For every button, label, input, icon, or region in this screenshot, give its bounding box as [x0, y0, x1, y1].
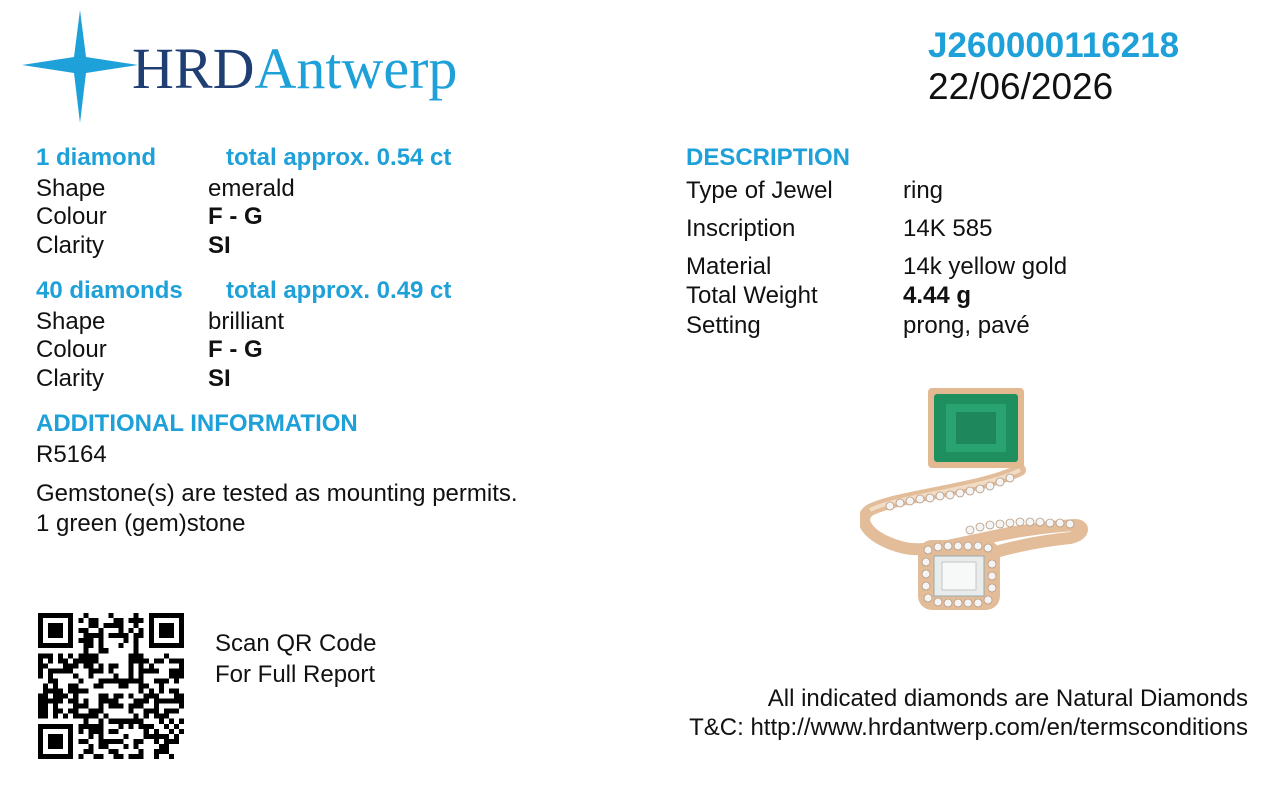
description-type-value: ring	[903, 177, 944, 204]
qr-code	[38, 613, 184, 759]
group-1-total: total approx. 0.54 ct	[226, 144, 452, 171]
group-1-colour-label: Colour	[36, 203, 107, 230]
description-weight-label: Total Weight	[686, 282, 818, 309]
logo-hrd: HRD	[132, 36, 255, 101]
group-2-colour-value: F - G	[208, 336, 263, 363]
description-heading: DESCRIPTION	[686, 144, 851, 171]
group-2-clarity-value: SI	[208, 365, 231, 392]
description-weight-value: 4.44 g	[903, 282, 972, 309]
group-2-colour-label: Colour	[36, 336, 107, 363]
description-inscription-label: Inscription	[686, 215, 796, 242]
group-1-colour-value: F - G	[208, 203, 263, 230]
group-2-shape-label: Shape	[36, 308, 106, 335]
group-2-heading: 40 diamonds	[36, 277, 183, 304]
qr-line-1: Scan QR Code	[215, 630, 377, 657]
description-setting-value: prong, pavé	[903, 312, 1030, 339]
group-2-shape-value: brilliant	[208, 308, 285, 335]
group-2-clarity-label: Clarity	[36, 365, 105, 392]
additional-heading: ADDITIONAL INFORMATION	[36, 410, 358, 437]
description-material-value: 14k yellow gold	[903, 253, 1068, 280]
ring-image	[860, 380, 1090, 615]
certificate-date: 22/06/2026	[928, 66, 1114, 107]
group-1-shape-value: emerald	[208, 175, 295, 202]
group-1-clarity-value: SI	[208, 232, 231, 259]
description-material-label: Material	[686, 253, 772, 280]
star-icon	[20, 5, 140, 125]
logo-antwerp: Antwerp	[254, 36, 458, 101]
hrd-antwerp-logo	[20, 5, 490, 125]
additional-code: R5164	[36, 441, 107, 468]
description-setting-label: Setting	[686, 312, 761, 339]
terms-link[interactable]: T&C: http://www.hrdantwerp.com/en/termsconditions	[689, 714, 1248, 741]
additional-note-2: 1 green (gem)stone	[36, 510, 246, 537]
description-inscription-value: 14K 585	[903, 215, 993, 242]
logo-wordmark	[132, 35, 457, 102]
group-1-clarity-label: Clarity	[36, 232, 105, 259]
group-1-shape-label: Shape	[36, 175, 106, 202]
description-type-label: Type of Jewel	[686, 177, 833, 204]
qr-line-2: For Full Report	[215, 661, 376, 688]
natural-diamonds-note: All indicated diamonds are Natural Diamonds	[767, 685, 1248, 712]
group-2-total: total approx. 0.49 ct	[226, 277, 452, 304]
additional-note-1: Gemstone(s) are tested as mounting permits.	[36, 480, 518, 507]
certificate-number: J260000116218	[928, 26, 1180, 65]
group-1-heading: 1 diamond	[36, 144, 157, 171]
